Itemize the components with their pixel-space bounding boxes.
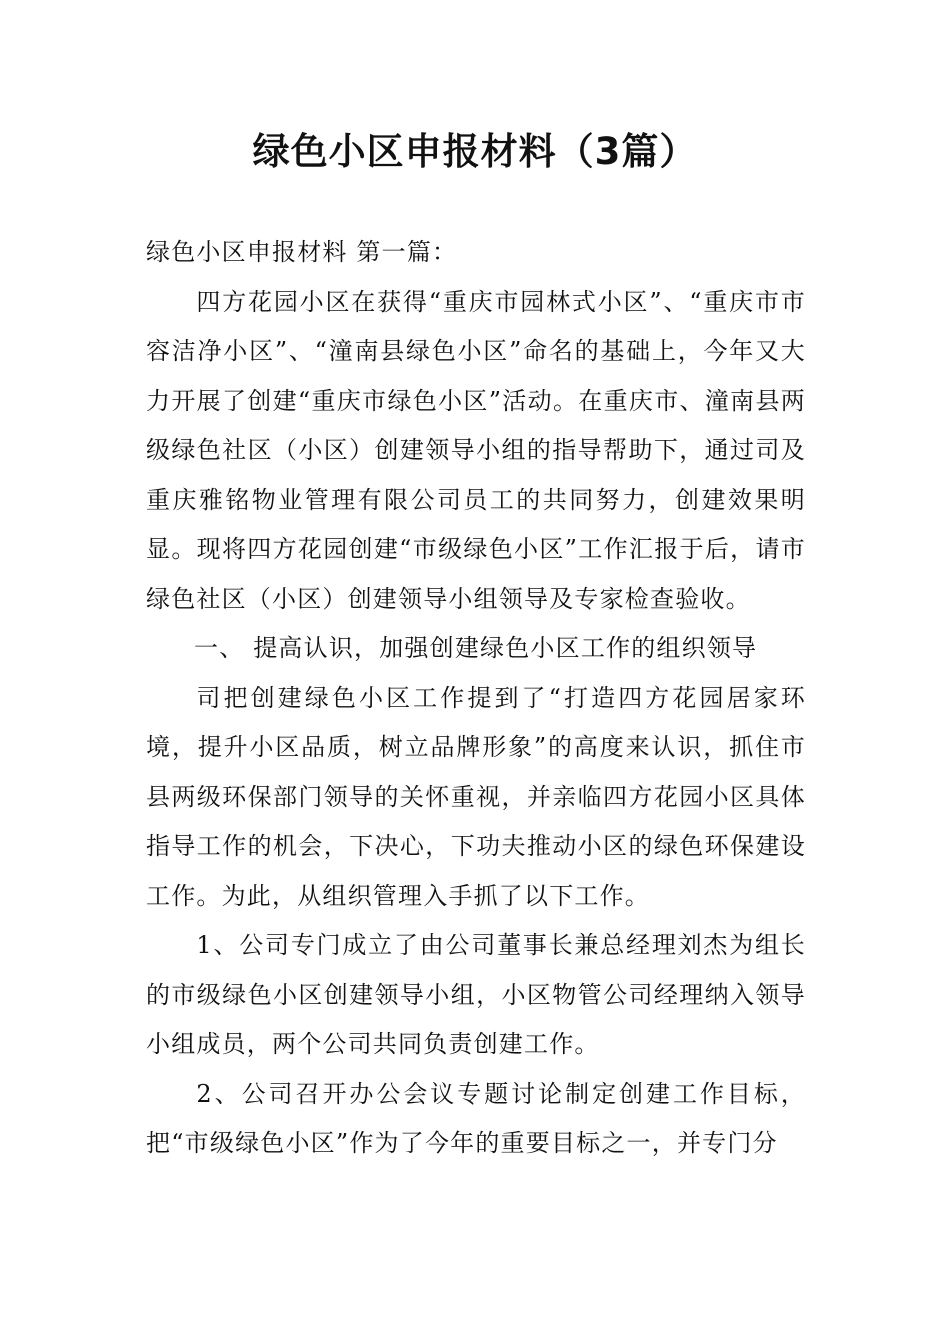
paragraph-intro: 四方花园小区在获得“重庆市园林式小区”、“重庆市市容洁净小区”、“潼南县绿色小区”命名的基础上，今年又大力开展了创建“重庆市绿色小区”活动。在重庆市、潼南县两级绿色社区（小区）创建领导小组的指导帮助下，通过司及重庆雅铭物业管理有限公司员工的共同努力，创建效果明显。现将四方花园创建“市级绿色小区”工作汇报于后，请市绿色社区（小区）创建领导小组领导及专家检查验收。	[146, 287, 806, 613]
section-heading: 绿色小区申报材料 第一篇：	[146, 238, 458, 266]
subsection-heading: 一、 提高认识，加强创建绿色小区工作的组织领导	[194, 634, 758, 662]
paragraph-item-1: 1、公司专门成立了由公司董事长兼总经理刘杰为组长的市级绿色小区创建领导小组，小区物管公司经理纳入领导小组成员，两个公司共同负责创建工作。	[146, 931, 806, 1058]
document-body	[146, 228, 806, 1169]
paragraph-measures: 司把创建绿色小区工作提到了“打造四方花园居家环境，提升小区品质，树立品牌形象”的高度来认识，抓住市县两级环保部门领导的关怀重视，并亲临四方花园小区具体指导工作的机会，下决心，下功夫推动小区的绿色环保建设工作。为此，从组织管理入手抓了以下工作。	[146, 683, 806, 910]
paragraph-item-2: 2、公司召开办公会议专题讨论制定创建工作目标，把“市级绿色小区”作为了今年的重要目标之一，并专门分	[146, 1079, 806, 1157]
document-title: 绿色小区申报材料（3篇）	[252, 130, 698, 173]
